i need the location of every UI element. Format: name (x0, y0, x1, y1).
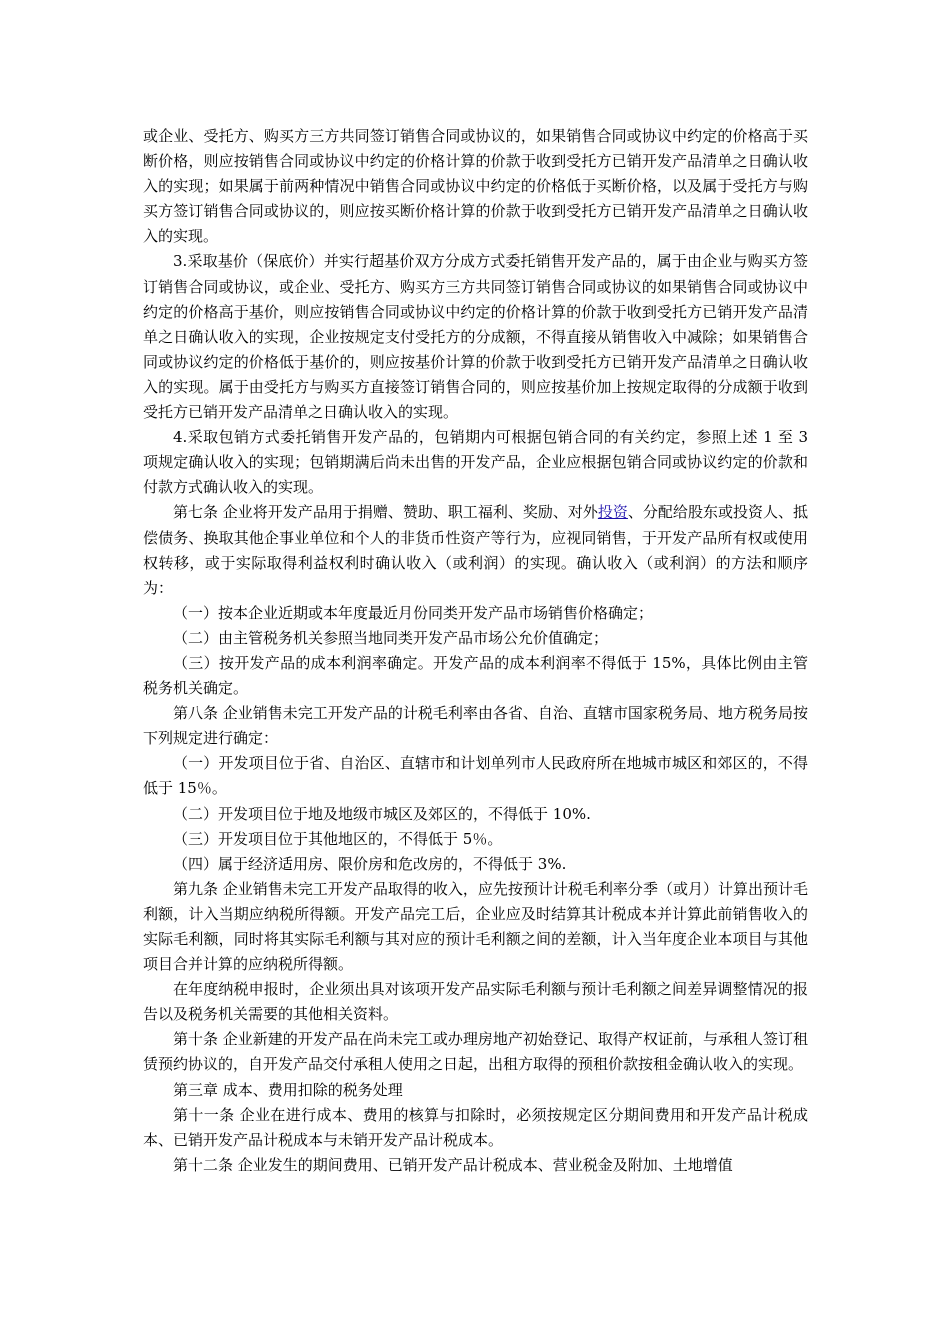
paragraph-article-10: 第十条 企业新建的开发产品在尚未完工或办理房地产初始登记、取得产权证前，与承租人签订租赁预约协议的，自开发产品交付承租人使用之日起，出租方取得的预租价款按租金确认收入的实现。 (143, 1030, 808, 1074)
paragraph-rate-1: （一）开发项目位于省、自治区、直辖市和计划单列市人民政府所在地城市城区和郊区的，不得低于 15％。 (143, 754, 808, 798)
paragraph-method-1: （一）按本企业近期或本年度最近月份同类开发产品市场销售价格确定； (173, 603, 654, 622)
paragraph-article-11: 第十一条 企业在进行成本、费用的核算与扣除时，必须按规定区分期间费用和开发产品计税成本、已销开发产品计税成本与未销开发产品计税成本。 (143, 1105, 808, 1149)
paragraph-continuation: 或企业、受托方、购买方三方共同签订销售合同或协议的，如果销售合同或协议中约定的价格高于买断价格，则应按销售合同或协议中约定的价格计算的价款于收到受托方已销开发产品清单之日确认收入的实现；如果属于前两种情况中销售合同或协议中约定的价格低于买断价格，以及属于受托方与购买方签订销售合同或协议的，则应按买断价格计算的价款于收到受托方已销开发产品清单之日确认收入的实现。 (143, 127, 808, 246)
article-7-text-end: 、分配给股东或投资人、抵偿债务、换取其他企事业单位和个人的非货币性资产等行为，应视同销售，于开发产品所有权或使用权转移，或于实际取得利益权利时确认收入（或利润）的实现。确认收入（或利润）的方法和顺序为： (143, 503, 808, 597)
paragraph-item-3: 3.采取基价（保底价）并实行超基价双方分成方式委托销售开发产品的，属于由企业与购买方签订销售合同或协议，或企业、受托方、购买方三方共同签订销售合同或协议的如果销售合同或协议中约定的价格高于基价，则应按销售合同或协议中约定的价格计算的价款于收到受托方已销开发产品清单之日确认收入的实现，企业按规定支付受托方的分成额，不得直接从销售收入中减除；如果销售合同或协议约定的价格低于基价的，则应按基价计算的价款于收到受托方已销开发产品清单之日确认收入的实现。属于由受托方与购买方直接签订销售合同的，则应按基价加上按规定取得的分成额于收到受托方已销开发产品清单之日确认收入的实现。 (143, 252, 808, 422)
paragraph-article-7 (143, 500, 808, 600)
paragraph-article-12: 第十二条 企业发生的期间费用、已销开发产品计税成本、营业税金及附加、土地增值 (173, 1155, 733, 1174)
paragraph-article-9: 第九条 企业销售未完工开发产品取得的收入，应先按预计计税毛利率分季（或月）计算出预计毛利额，计入当期应纳税所得额。开发产品完工后，企业应及时结算其计税成本并计算此前销售收入的实际毛利额，同时将其实际毛利额与其对应的预计毛利额之间的差额，计入当年度企业本项目与其他项目合并计算的应纳税所得额。 (143, 879, 808, 974)
paragraph-rate-3: （三）开发项目位于其他地区的，不得低于 5％。 (173, 829, 503, 848)
document-page (143, 124, 808, 1178)
paragraph-item-4: 4.采取包销方式委托销售开发产品的，包销期内可根据包销合同的有关约定，参照上述 1 至 3 项规定确认收入的实现；包销期满后尚未出售的开发产品，企业应根据包销合同或协议约定的价款和付款方式确认收入的实现。 (143, 428, 808, 497)
paragraph-method-2: （二）由主管税务机关参照当地同类开发产品市场公允价值确定； (173, 628, 609, 647)
paragraph-annual-filing: 在年度纳税申报时，企业须出具对该项开发产品实际毛利额与预计毛利额之间差异调整情况的报告以及税务机关需要的其他相关资料。 (143, 980, 808, 1024)
article-7-text-start: 第七条 企业将开发产品用于捐赠、赞助、职工福利、奖励、对外 (173, 503, 598, 522)
chapter-3-heading: 第三章 成本、费用扣除的税务处理 (173, 1080, 403, 1099)
paragraph-article-8: 第八条 企业销售未完工开发产品的计税毛利率由各省、自治、直辖市国家税务局、地方税务局按下列规定进行确定： (143, 704, 808, 748)
investment-link[interactable]: 投资 (597, 503, 628, 522)
paragraph-method-3: （三）按开发产品的成本利润率确定。开发产品的成本利润率不得低于 15%，具体比例由主管税务机关确定。 (143, 653, 808, 698)
paragraph-rate-4: （四）属于经济适用房、限价房和危改房的，不得低于 3%. (173, 854, 567, 873)
paragraph-rate-2: （二）开发项目位于地及地级市城区及郊区的，不得低于 10%. (173, 804, 591, 823)
